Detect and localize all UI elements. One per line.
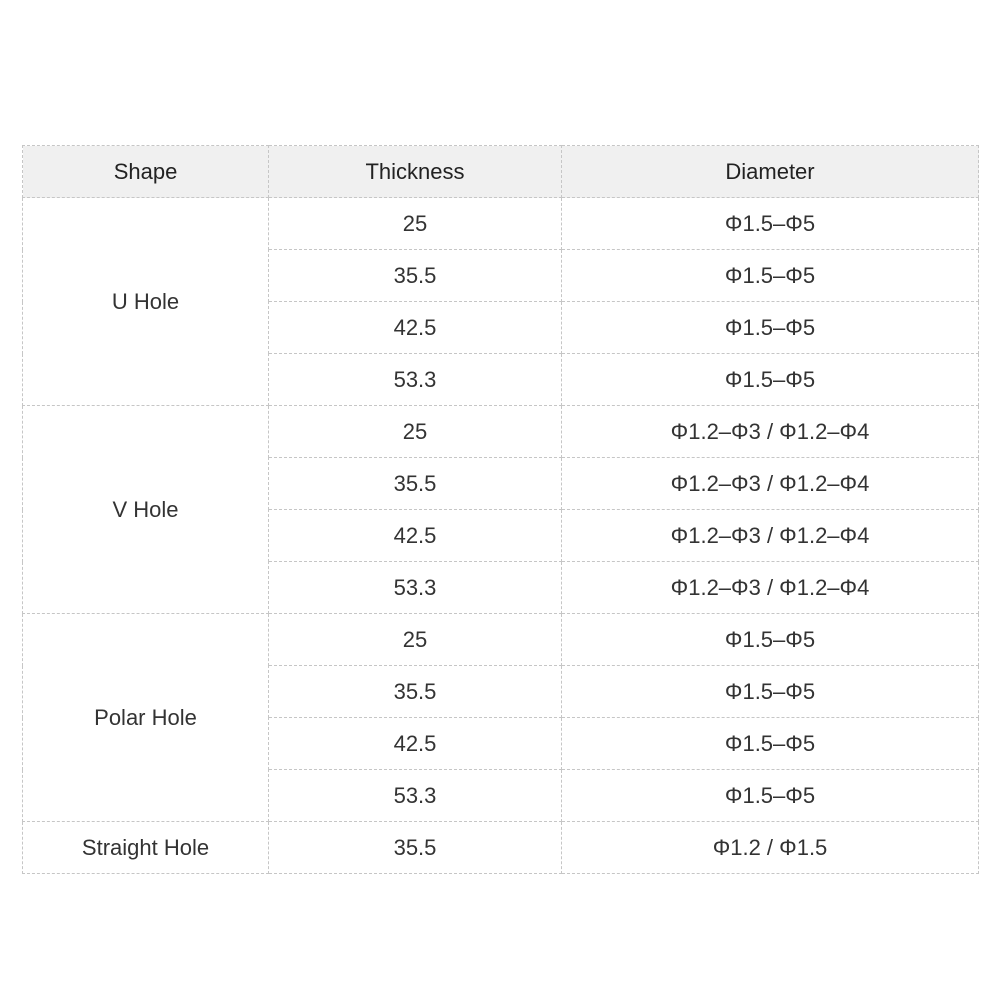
thickness-cell: 35.5 [269,458,562,510]
diameter-cell: Φ1.5–Φ5 [562,614,979,666]
diameter-cell: Φ1.2–Φ3 / Φ1.2–Φ4 [562,458,979,510]
header-shape: Shape [23,146,269,198]
header-diameter: Diameter [562,146,979,198]
thickness-cell: 35.5 [269,250,562,302]
header-row [23,146,979,198]
thickness-cell: 53.3 [269,770,562,822]
diameter-cell: Φ1.5–Φ5 [562,302,979,354]
thickness-cell: 35.5 [269,666,562,718]
diameter-cell: Φ1.2 / Φ1.5 [562,822,979,874]
diameter-cell: Φ1.5–Φ5 [562,250,979,302]
header-thickness: Thickness [269,146,562,198]
thickness-cell: 35.5 [269,822,562,874]
table-header [23,146,979,198]
diameter-cell: Φ1.5–Φ5 [562,718,979,770]
diameter-cell: Φ1.5–Φ5 [562,354,979,406]
spec-table [22,145,979,874]
thickness-cell: 42.5 [269,510,562,562]
shape-cell: Polar Hole [23,614,269,822]
table-body [23,198,979,874]
diameter-cell: Φ1.2–Φ3 / Φ1.2–Φ4 [562,562,979,614]
shape-cell: Straight Hole [23,822,269,874]
thickness-cell: 42.5 [269,302,562,354]
shape-cell: U Hole [23,198,269,406]
table-row [23,614,979,666]
table-row [23,822,979,874]
thickness-cell: 53.3 [269,354,562,406]
thickness-cell: 42.5 [269,718,562,770]
thickness-cell: 25 [269,406,562,458]
diameter-cell: Φ1.2–Φ3 / Φ1.2–Φ4 [562,510,979,562]
shape-cell: V Hole [23,406,269,614]
thickness-cell: 25 [269,198,562,250]
thickness-cell: 53.3 [269,562,562,614]
diameter-cell: Φ1.5–Φ5 [562,198,979,250]
table-row [23,198,979,250]
diameter-cell: Φ1.5–Φ5 [562,666,979,718]
table-row [23,406,979,458]
diameter-cell: Φ1.5–Φ5 [562,770,979,822]
thickness-cell: 25 [269,614,562,666]
diameter-cell: Φ1.2–Φ3 / Φ1.2–Φ4 [562,406,979,458]
